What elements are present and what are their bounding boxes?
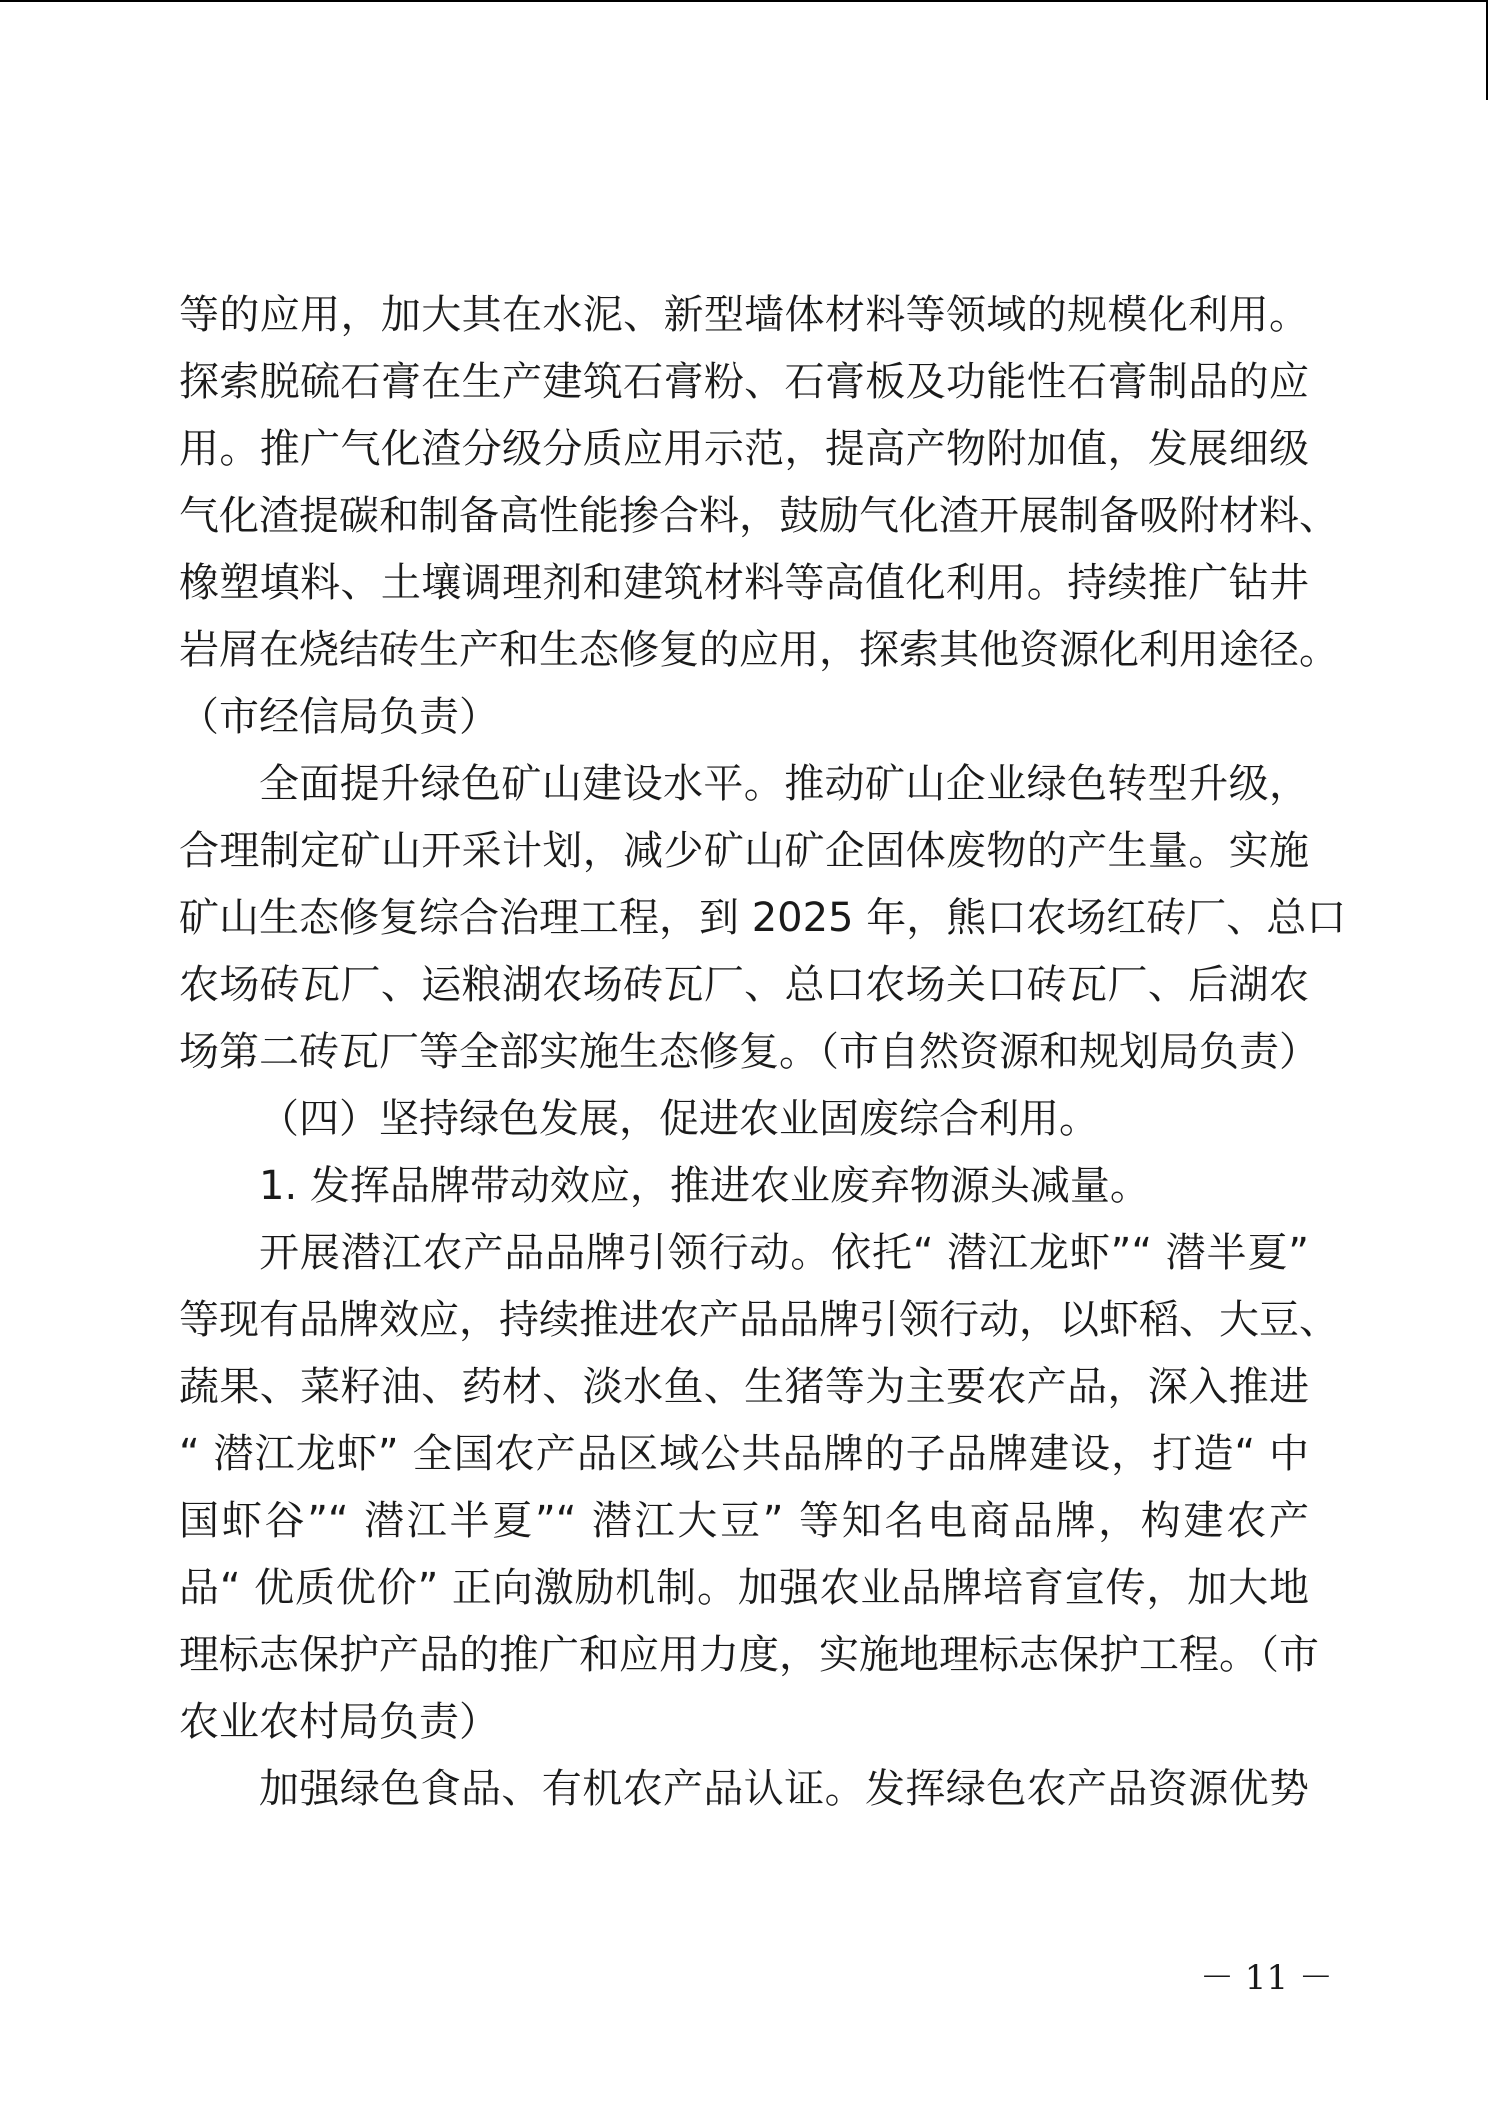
text-line: 等现有品牌效应，持续推进农产品品牌引领行动，以虾稻、大豆、 bbox=[179, 1297, 1339, 1343]
paragraph-start-line: 全面提升绿色矿山建设水平。推动矿山企业绿色转型升级， bbox=[259, 761, 1309, 807]
paragraph-start-line: 开展潜江农产品品牌引领行动。依托“ 潜江龙虾”“ 潜半夏” bbox=[259, 1230, 1309, 1276]
text-line: 农业农村局负责） bbox=[179, 1699, 499, 1745]
text-line: 用。推广气化渣分级分质应用示范，提高产物附加值，发展细级 bbox=[179, 426, 1309, 472]
subsection-heading: 1. 发挥品牌带动效应，推进农业废弃物源头减量。 bbox=[259, 1163, 1150, 1209]
text-line: 气化渣提碳和制备高性能掺合料，鼓励气化渣开展制备吸附材料、 bbox=[179, 493, 1339, 539]
text-line: 国虾谷”“ 潜江半夏”“ 潜江大豆” 等知名电商品牌，构建农产 bbox=[179, 1498, 1309, 1544]
text-line: 品“ 优质优价” 正向激励机制。加强农业品牌培育宣传，加大地 bbox=[179, 1565, 1309, 1611]
text-line: 场第二砖瓦厂等全部实施生态修复。（市自然资源和规划局负责） bbox=[179, 1029, 1319, 1075]
text-line: 岩屑在烧结砖生产和生态修复的应用，探索其他资源化利用途径。 bbox=[179, 627, 1339, 673]
text-line: 探索脱硫石膏在生产建筑石膏粉、石膏板及功能性石膏制品的应 bbox=[179, 359, 1309, 405]
text-line: 矿山生态修复综合治理工程，到 2025 年，熊口农场红砖厂、总口 bbox=[179, 895, 1347, 941]
text-line: 理标志保护产品的推广和应用力度，实施地理标志保护工程。（市 bbox=[179, 1632, 1319, 1678]
text-line: 蔬果、菜籽油、药材、淡水鱼、生猪等为主要农产品，深入推进 bbox=[179, 1364, 1309, 1410]
page-number: － 11 － bbox=[1200, 1958, 1333, 1998]
paragraph-start-line: 加强绿色食品、有机农产品认证。发挥绿色农产品资源优势 bbox=[259, 1766, 1309, 1812]
text-line: 等的应用，加大其在水泥、新型墙体材料等领域的规模化利用。 bbox=[179, 292, 1309, 338]
body-text bbox=[179, 282, 1347, 1823]
top-border bbox=[0, 0, 1488, 2]
text-line: 橡塑填料、土壤调理剂和建筑材料等高值化利用。持续推广钻井 bbox=[179, 560, 1309, 606]
text-line: 合理制定矿山开采计划，减少矿山矿企固体废物的产生量。实施 bbox=[179, 828, 1309, 874]
text-line: “ 潜江龙虾” 全国农产品区域公共品牌的子品牌建设，打造“ 中 bbox=[179, 1431, 1309, 1477]
text-line: （市经信局负责） bbox=[179, 694, 499, 740]
section-heading: （四）坚持绿色发展，促进农业固废综合利用。 bbox=[259, 1096, 1099, 1142]
text-line: 农场砖瓦厂、运粮湖农场砖瓦厂、总口农场关口砖瓦厂、后湖农 bbox=[179, 962, 1309, 1008]
